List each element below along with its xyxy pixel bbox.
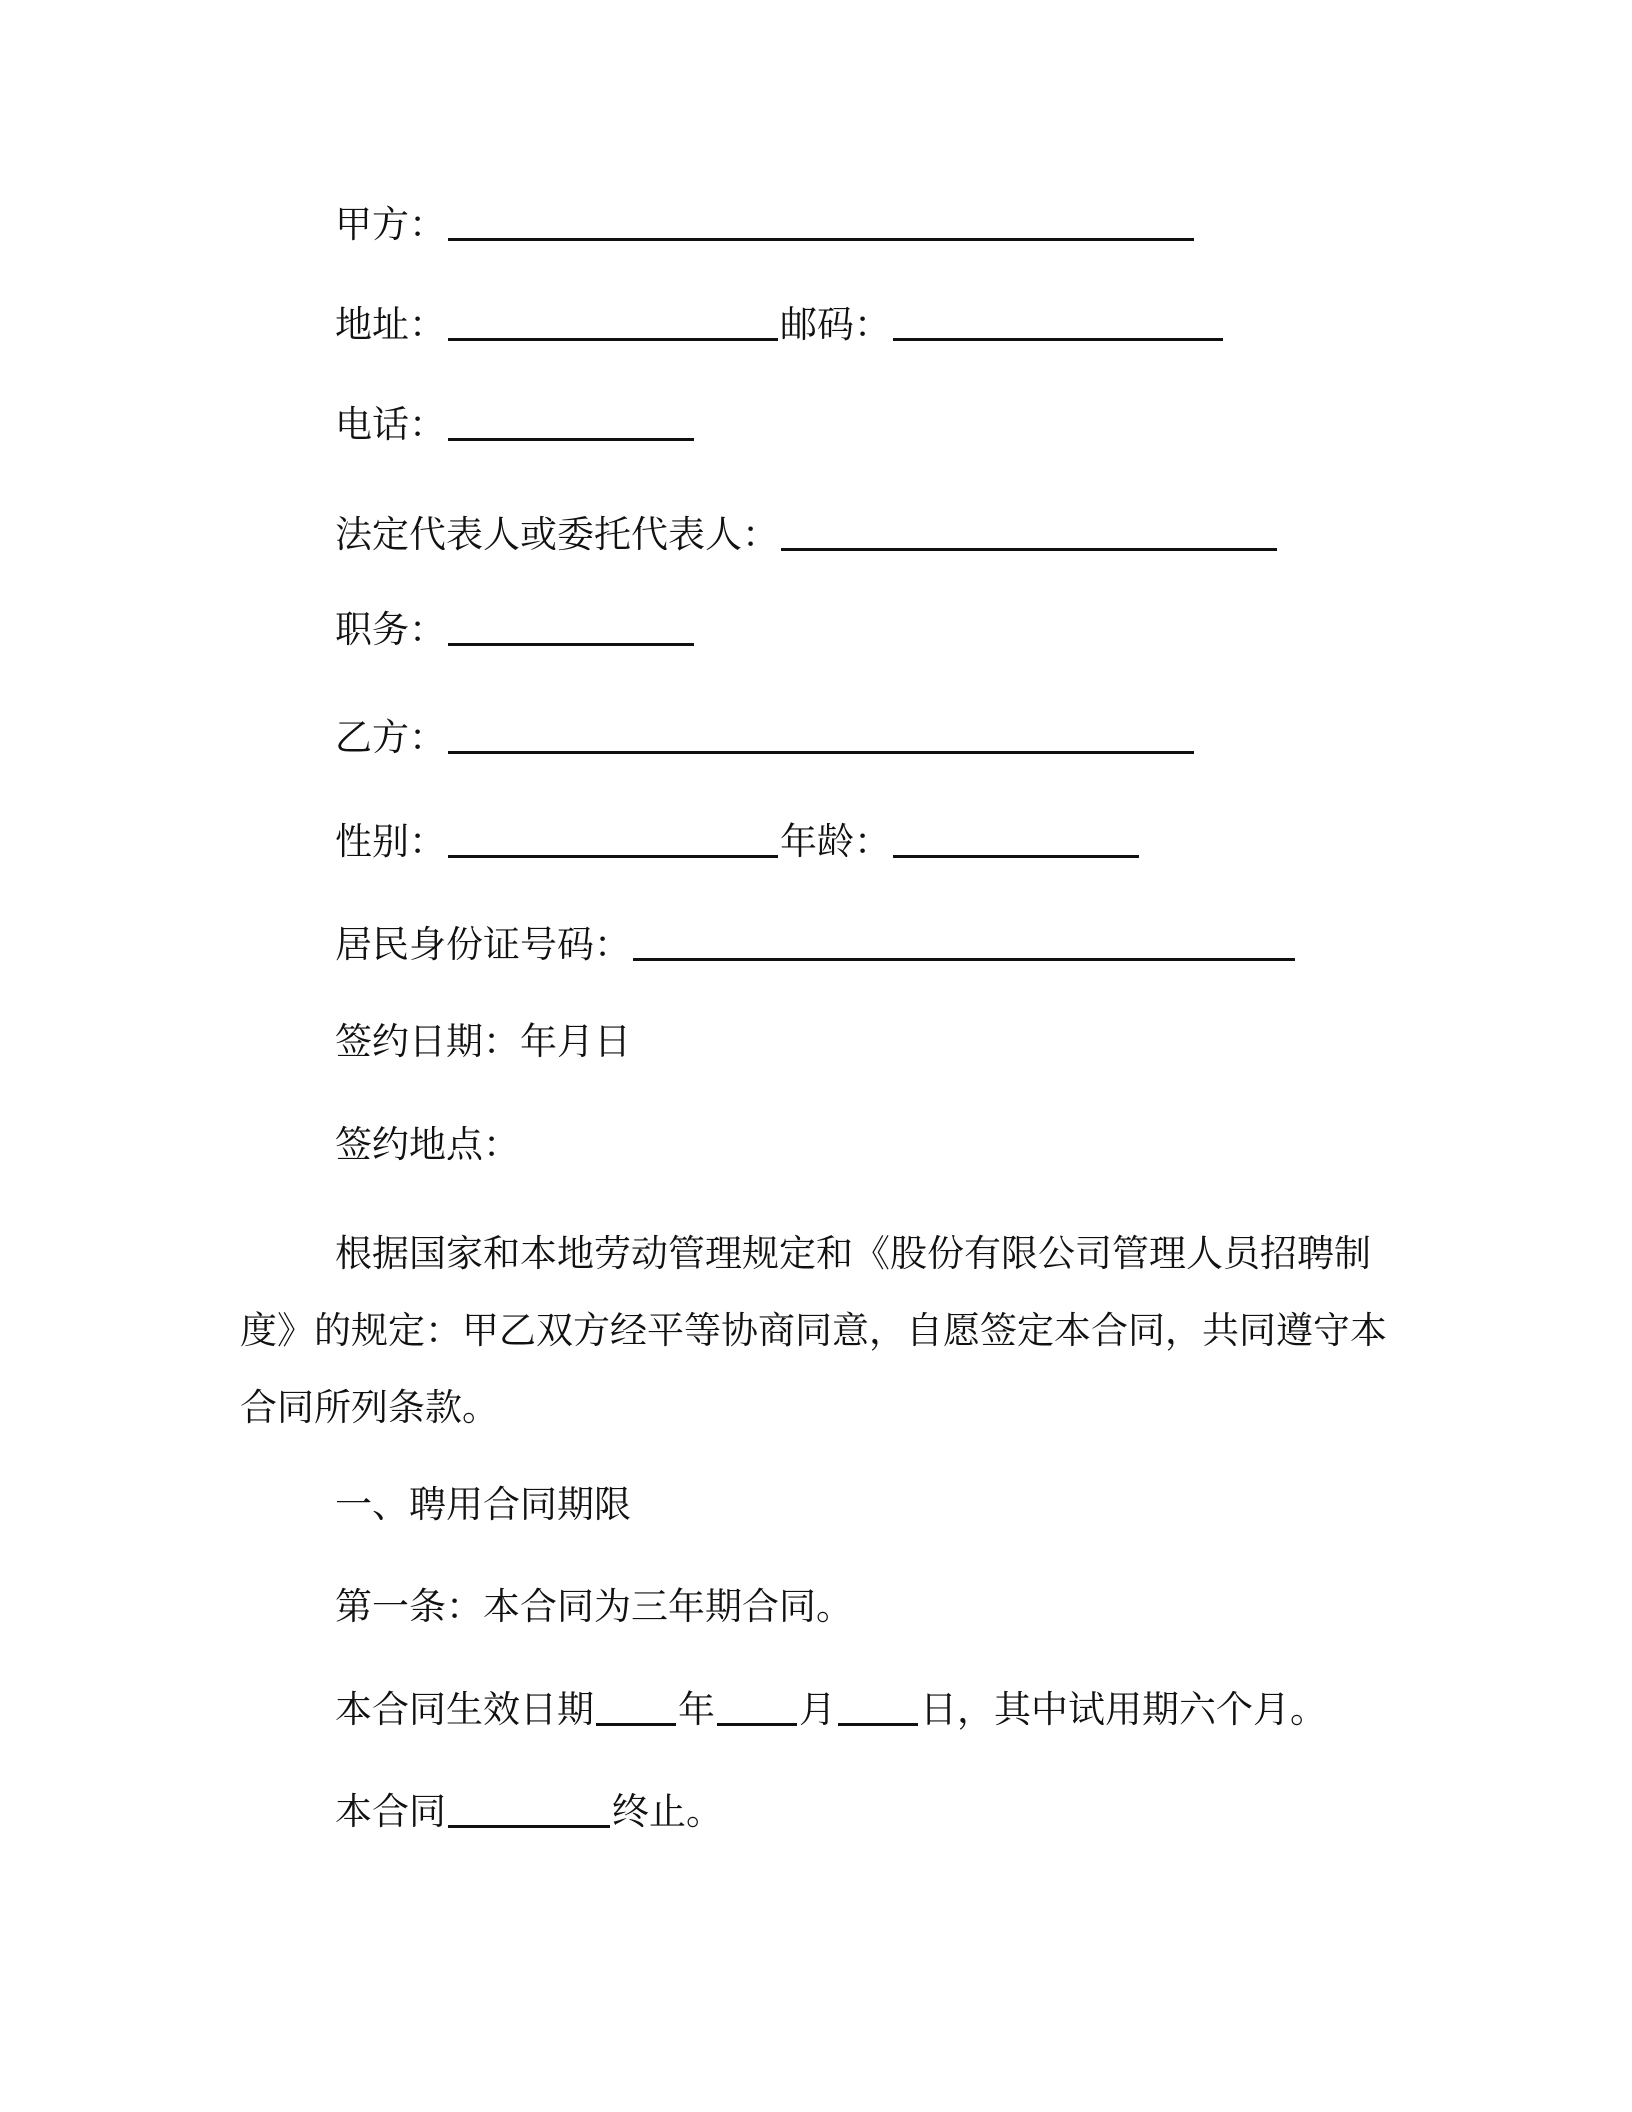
article1-text: 第一条：本合同为三年期合同。 bbox=[335, 1585, 853, 1628]
end-prefix: 本合同 bbox=[335, 1790, 446, 1833]
position-label: 职务： bbox=[335, 608, 446, 651]
gender-age-row bbox=[335, 822, 1141, 862]
end-date-row bbox=[335, 1792, 723, 1832]
effective-year-blank bbox=[596, 1723, 676, 1726]
effective-month-label: 月 bbox=[799, 1688, 836, 1731]
phone-blank bbox=[448, 438, 694, 441]
phone-row bbox=[335, 405, 696, 445]
gender-label: 性别： bbox=[335, 820, 446, 863]
section1-heading: 一、聘用合同期限 bbox=[335, 1483, 631, 1526]
party-b-blank bbox=[448, 751, 1194, 754]
preamble-paragraph bbox=[240, 1215, 1400, 1446]
id-row bbox=[335, 925, 1297, 965]
address-row bbox=[335, 305, 1225, 345]
age-blank bbox=[893, 855, 1139, 858]
party-a-row bbox=[335, 205, 1196, 245]
phone-label: 电话： bbox=[335, 403, 446, 446]
address-blank bbox=[448, 338, 778, 341]
end-suffix: 终止。 bbox=[612, 1790, 723, 1833]
representative-label: 法定代表人或委托代表人： bbox=[335, 513, 779, 556]
effective-day-suffix: 日，其中试用期六个月。 bbox=[920, 1688, 1327, 1731]
effective-date-row bbox=[335, 1690, 1327, 1730]
position-blank bbox=[448, 643, 694, 646]
article1-row bbox=[335, 1587, 853, 1627]
signing-date: 签约日期：年月日 bbox=[335, 1020, 631, 1063]
party-a-label: 甲方： bbox=[335, 203, 446, 246]
representative-row bbox=[335, 515, 1279, 555]
signing-date-row bbox=[335, 1022, 631, 1062]
effective-month-blank bbox=[717, 1723, 797, 1726]
age-label: 年龄： bbox=[780, 820, 891, 863]
postcode-label: 邮码： bbox=[780, 303, 891, 346]
signing-place-row bbox=[335, 1125, 520, 1165]
effective-year-label: 年 bbox=[678, 1688, 715, 1731]
signing-place: 签约地点： bbox=[335, 1123, 520, 1166]
effective-prefix: 本合同生效日期 bbox=[335, 1688, 594, 1731]
party-b-label: 乙方： bbox=[335, 716, 446, 759]
end-blank bbox=[448, 1825, 610, 1828]
position-row bbox=[335, 610, 696, 650]
section1-heading-row bbox=[335, 1485, 631, 1525]
id-blank bbox=[633, 958, 1295, 961]
effective-day-blank bbox=[838, 1723, 918, 1726]
preamble-text: 根据国家和本地劳动管理规定和《股份有限公司管理人员招聘制度》的规定：甲乙双方经平等协商同意，自愿签定本合同，共同遵守本合同所列条款。 bbox=[240, 1232, 1387, 1429]
postcode-blank bbox=[893, 338, 1223, 341]
party-a-blank bbox=[448, 238, 1194, 241]
address-label: 地址： bbox=[335, 303, 446, 346]
representative-blank bbox=[781, 548, 1277, 551]
gender-blank bbox=[448, 855, 778, 858]
party-b-row bbox=[335, 718, 1196, 758]
id-label: 居民身份证号码： bbox=[335, 923, 631, 966]
